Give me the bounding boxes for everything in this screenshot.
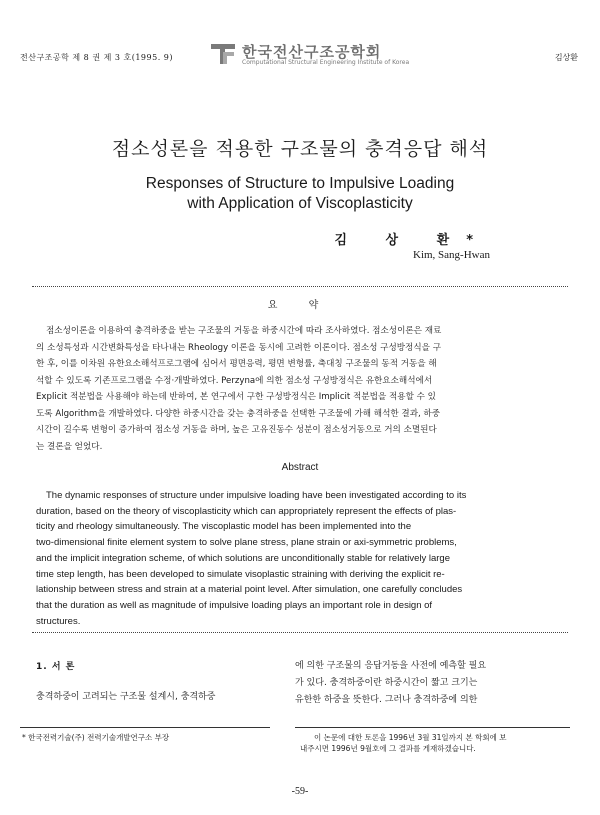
footnote-discussion-line-1: 이 논문에 대한 토론을 1996년 3월 31일까지 본 학회에 보: [314, 733, 507, 742]
intro-right-text: [295, 658, 565, 709]
english-abstract-line: ticity and rheology simultaneously. The viscoplastic model has been implemented into the: [36, 521, 412, 533]
footnote-rule-right: [295, 727, 570, 728]
english-abstract-line: The dynamic responses of structure under impulsive loading have been investigated according to its: [46, 490, 467, 501]
society-logo-icon: [210, 40, 236, 66]
paper-title-korean: 점소성론을 적용한 구조물의 충격응답 해석: [111, 138, 489, 160]
intro-left-text: 충격하중이 고려되는 구조물 설계시, 충격하중: [36, 692, 216, 702]
paper-title-english: [0, 174, 600, 214]
intro-right-line: 에 의한 구조물의 응답거동을 사전에 예측할 필요: [295, 661, 487, 671]
english-abstract-heading: Abstract: [281, 462, 319, 473]
author-name-korean: 김 상 환*: [334, 233, 490, 248]
footnote-rule-left: [20, 727, 270, 728]
korean-abstract-line: 시간이 길수록 변형이 증가하여 점소성 거동을 하며, 높은 고유진동수 성분이 점소성거동으로 거의 소멸된다: [36, 425, 437, 435]
english-abstract-line: lationship between stress and strain at a material point level. After simulation, one carefully concludes: [36, 584, 463, 596]
separator-dotted-bottom: [32, 632, 568, 633]
korean-abstract-line: 한 후, 이를 이차원 유한요소해석프로그램에 심어서 평면응력, 평면 변형률, 축대칭 구조물의 동적 거동을 해: [36, 359, 437, 369]
page-number: -59-: [291, 786, 309, 797]
separator-dotted-top: [32, 286, 568, 287]
title-english-line-1: Responses of Structure to Impulsive Loading: [145, 175, 455, 192]
society-name-korean: 한국전산구조공학회: [242, 43, 382, 61]
society-logo: [210, 40, 410, 70]
society-name-english: Computational Structural Engineering Institute of Korea: [242, 59, 410, 66]
english-abstract-line: two-dimensional finite element system to solve plane stress, plane strain or axi-symmetric problems,: [36, 537, 457, 549]
korean-abstract-line: Explicit 적분법을 사용해야 하는데 반하여, 본 연구에서 구한 구성방정식은 Implicit 적분법을 적용할 수 있: [36, 392, 436, 402]
journal-citation: 전산구조공학 제 8 권 제 3 호(1995. 9): [20, 53, 173, 62]
english-abstract-line: duration, based on the theory of viscoplasticity which can appropriately represent the effects of plas-: [36, 505, 457, 517]
korean-abstract-line: 석할 수 있도록 기존프로그램을 수정·개발하였다. Perzyna에 의한 점소성 구성방정식은 유한요소해석에서: [36, 375, 433, 386]
footnote-discussion: [300, 732, 570, 754]
intro-right-line: 유한한 하중을 뜻한다. 그러나 충격하중에 의한: [295, 695, 478, 705]
running-author: 김상환: [554, 53, 578, 62]
intro-right-line: 가 있다. 충격하중이란 하중시간이 짧고 크기는: [295, 678, 478, 688]
english-abstract-body: [36, 488, 564, 629]
author-name-english: Kim, Sang-Hwan: [413, 249, 490, 261]
korean-abstract-line: 점소성이론을 이용하여 충격하중을 받는 구조물의 거동을 하중시간에 따라 조사하였다. 점소성이론은 재료: [46, 326, 442, 336]
english-abstract-line: time step length, has been developed to simulate visoplastic straining with deriving the explicit re-: [36, 568, 445, 580]
title-english-line-2: with Application of Viscoplasticity: [187, 195, 413, 212]
intro-heading: 1. 서 론: [36, 662, 76, 672]
english-abstract-line: structures.: [36, 615, 81, 627]
korean-abstract-line: 의 소성특성과 시간변화특성을 타나내는 Rheology 이론을 동시에 고려한 이론이다. 점소성 구성방정식을 구: [36, 342, 441, 353]
english-abstract-line: and the implicit integration scheme, of which solutions are unconditionally stable for relatively large: [36, 552, 450, 564]
korean-abstract-heading: 요 약: [267, 300, 333, 311]
footnote-affiliation: * 한국전력기술(주) 전력기술개발연구소 부장: [22, 733, 170, 742]
korean-abstract-line: 도록 Algorithm을 개발하였다. 다양한 하중시간을 갖는 충격하중을 선택한 구조물에 가해 해석한 결과, 하중: [36, 408, 441, 419]
footnote-discussion-line-2: 내주시면 1996년 9월호에 그 결과를 게재하겠습니다.: [300, 744, 476, 753]
korean-abstract-line: 는 결론을 얻었다.: [36, 441, 103, 452]
english-abstract-line: that the duration as well as magnitude of impulsive loading plays an important role in design of: [36, 599, 433, 611]
korean-abstract-body: [36, 323, 564, 455]
